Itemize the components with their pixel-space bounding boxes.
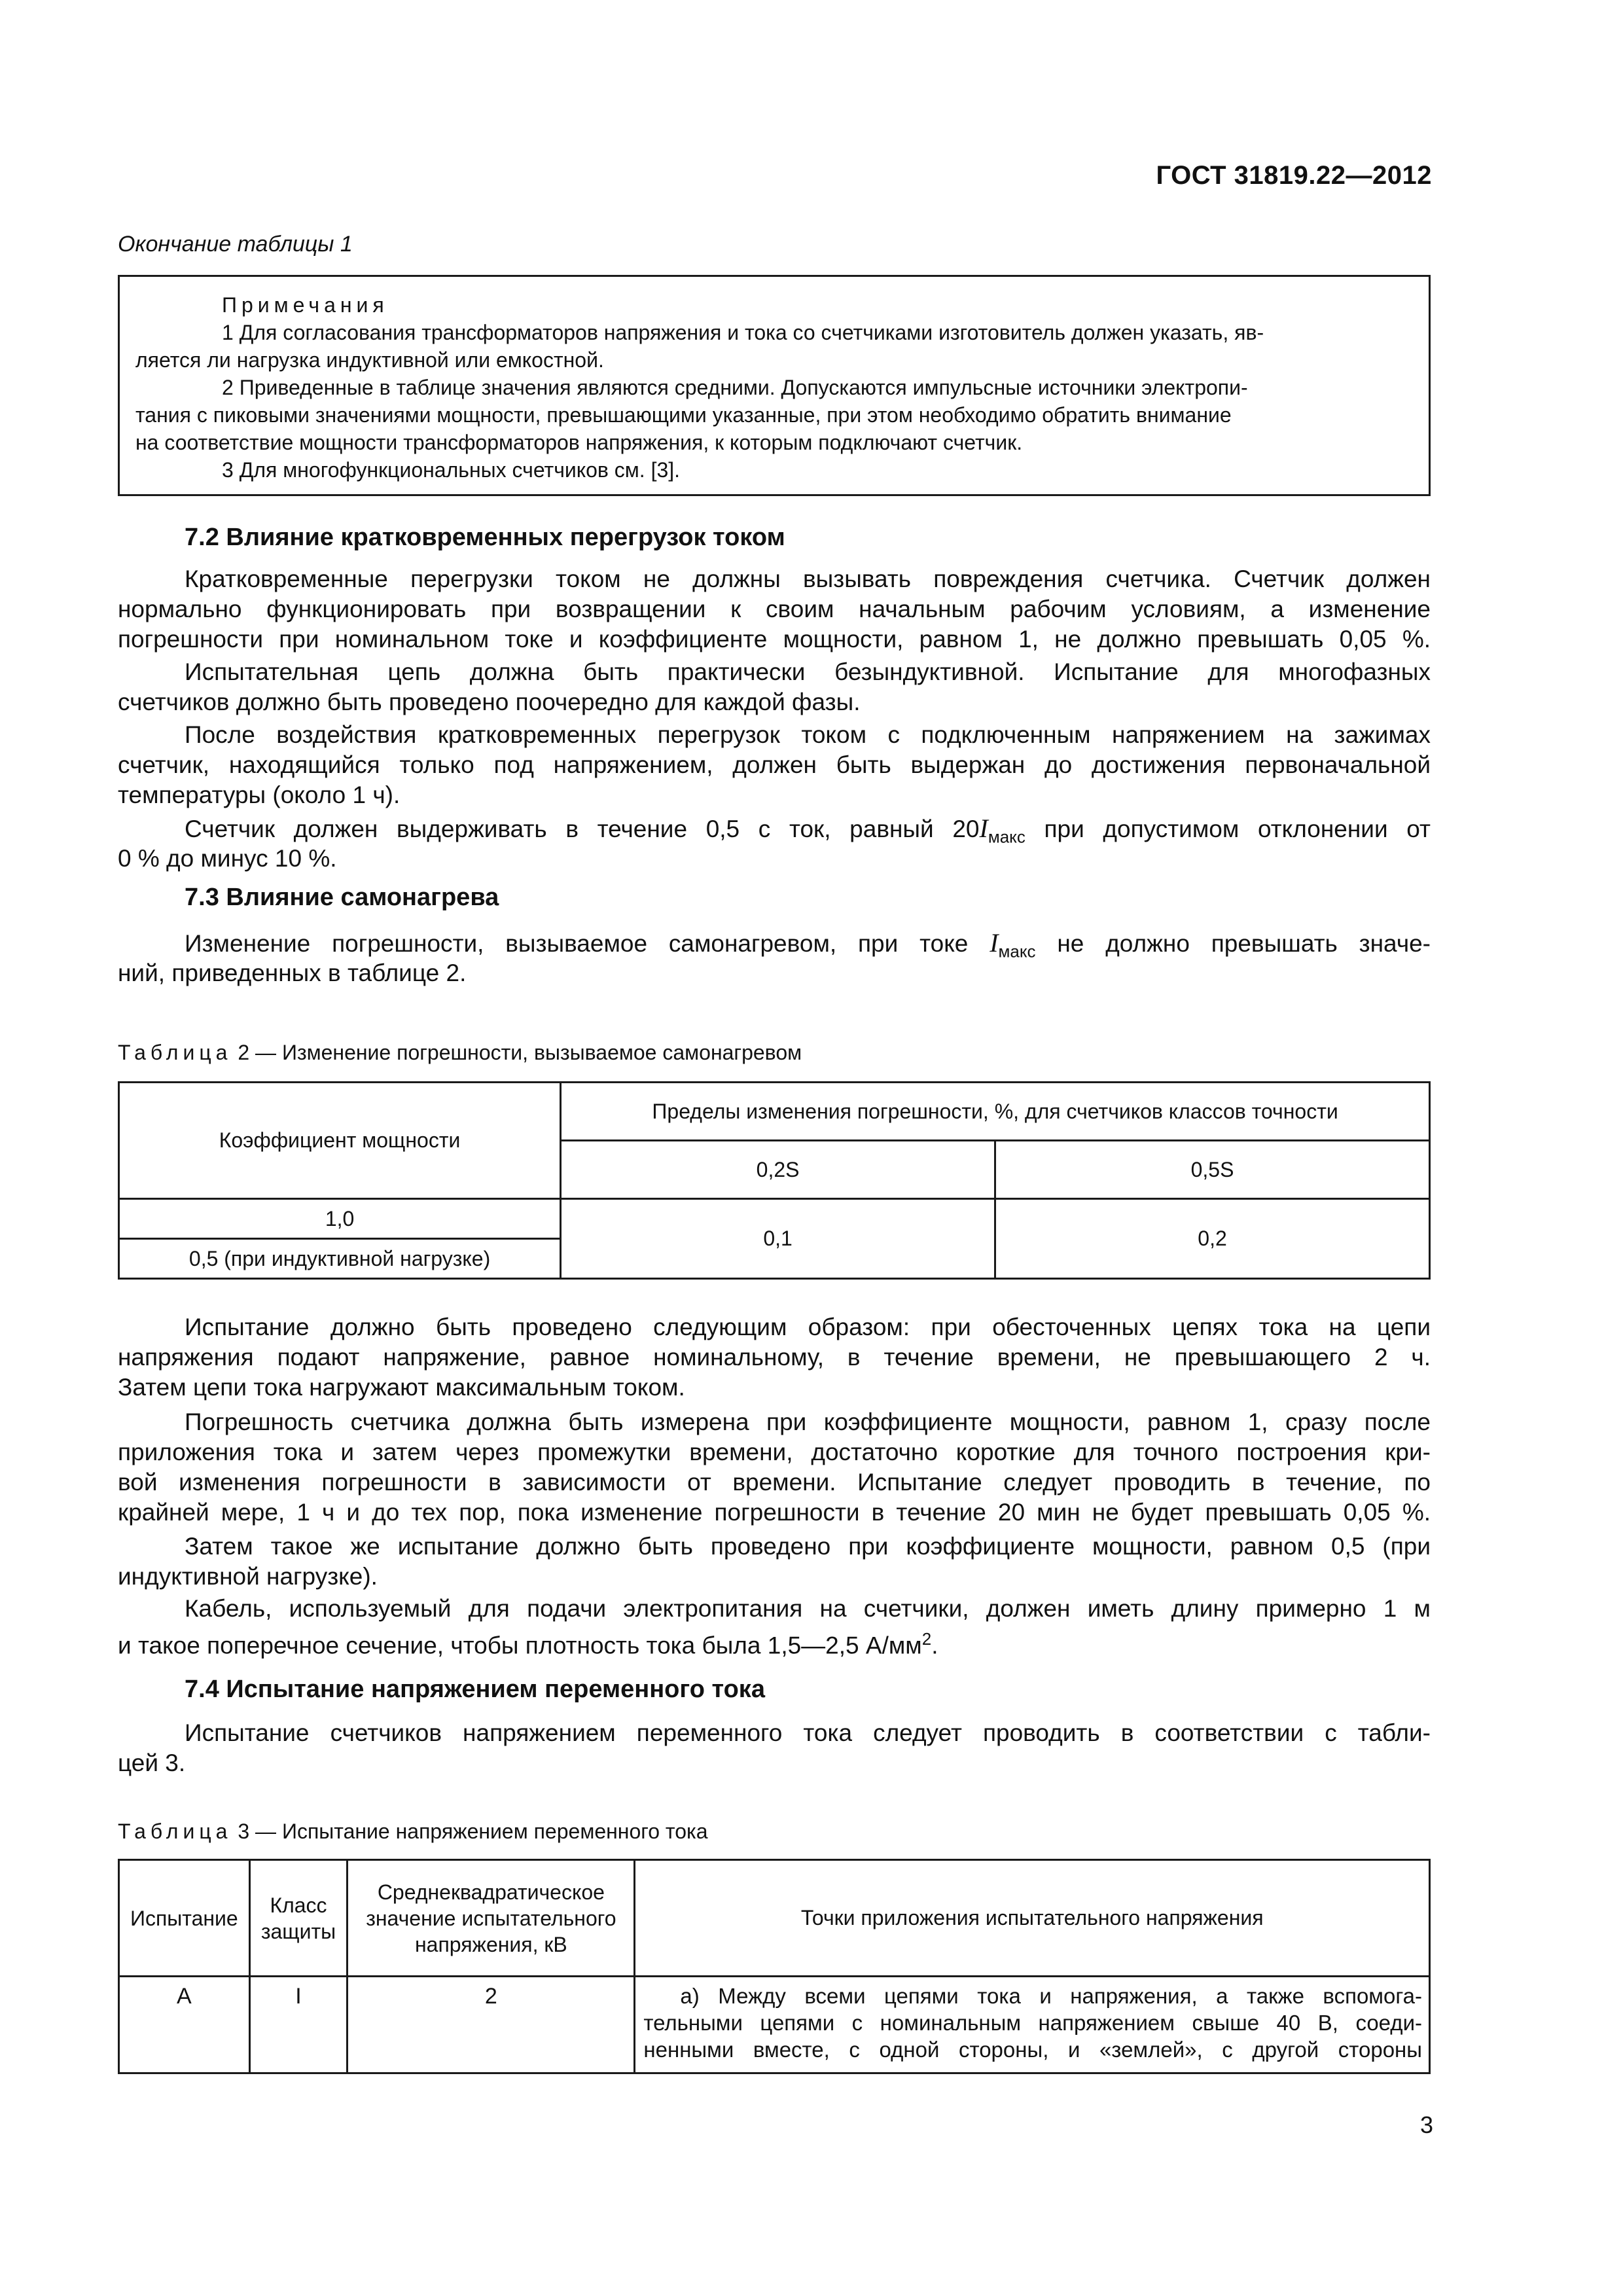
- text-line: [118, 814, 1431, 847]
- note-line: ляется ли нагрузка индуктивной или емкостной.: [135, 348, 604, 372]
- note-line: на соответствие мощности трансформаторов напряжения, к которым подключают счетчик.: [135, 431, 1023, 454]
- table-header-cell: 0,5S: [995, 1141, 1430, 1199]
- cell-line: ненными вместе, с одной стороны, и «землей», с другой стороны: [643, 2037, 1422, 2062]
- superscript: 2: [921, 1629, 932, 1649]
- header-line: Класс: [270, 1893, 327, 1917]
- notes-title: Примечания: [222, 293, 389, 317]
- text-line: крайней мере, 1 ч и до тех пор, пока изменение погрешности в течение 20 мин не будет превышать 0,05 %.: [118, 1499, 1431, 1526]
- text-span: не должно превышать значе-: [1035, 930, 1431, 957]
- section-heading-7-3: 7.3 Влияние самонагрева: [185, 884, 499, 911]
- table-cell: I: [249, 1977, 348, 2073]
- note-line: 2 Приведенные в таблице значения являются средними. Допускаются импульсные источники электропи-: [222, 376, 1248, 399]
- text-line: Затем цепи тока нагружают максимальным током.: [118, 1374, 685, 1401]
- table-header-cell: [348, 1860, 635, 1977]
- table-3-caption: [118, 1820, 708, 1844]
- paragraph: [118, 657, 1431, 717]
- header-line: Среднеквадратическое: [377, 1880, 605, 1904]
- paragraph: [118, 1312, 1431, 1403]
- text-line: Кабель, используемый для подачи электропитания на счетчики, должен иметь длину примерно 1 м: [185, 1595, 1431, 1622]
- caption-text: 2 — Изменение погрешности, вызываемое самонагревом: [232, 1041, 802, 1064]
- text-line: Испытание счетчиков напряжением переменного тока следует проводить в соответствии с табли-: [185, 1719, 1431, 1746]
- table-2: [118, 1081, 1431, 1280]
- text-span: .: [931, 1632, 938, 1659]
- table-3: [118, 1859, 1431, 2074]
- text-span: и такое поперечное сечение, чтобы плотность тока была 1,5—2,5 А/мм: [118, 1632, 922, 1659]
- caption-word: Таблица: [118, 1820, 232, 1843]
- page-number: 3: [1419, 2111, 1433, 2138]
- text-span: Счетчик должен выдерживать в течение 0,5 с ток, равный 20: [185, 816, 980, 842]
- text-line: счетчиков должно быть проведено поочередно для каждой фазы.: [118, 689, 861, 715]
- table-cell: 0,5 (при индуктивной нагрузке): [119, 1239, 561, 1279]
- table-header-cell: [249, 1860, 348, 1977]
- text-span: при допустимом отклонении от: [1025, 816, 1431, 842]
- table-cell: [635, 1977, 1430, 2073]
- text-line: цей 3.: [118, 1749, 186, 1776]
- table-cell: 1,0: [119, 1199, 561, 1239]
- text-line: [118, 928, 1431, 961]
- current-symbol: I: [979, 814, 988, 843]
- note-line: 1 Для согласования трансформаторов напряжения и тока со счетчиками изготовитель должен указать, яв-: [222, 321, 1264, 344]
- cell-line: тельными цепями с номинальным напряжением свыше 40 В, соеди-: [643, 2011, 1422, 2035]
- notes-box: [118, 275, 1431, 496]
- table-header-cell: Испытание: [119, 1860, 250, 1977]
- text-line: вой изменения погрешности в зависимости от времени. Испытание следует проводить в течение, по: [118, 1469, 1431, 1496]
- note-line: тания с пиковыми значениями мощности, превышающими указанные, при этом необходимо обратить внимание: [135, 403, 1232, 427]
- text-line: Затем такое же испытание должно быть проведено при коэффициенте мощности, равном 0,5 (при: [185, 1533, 1431, 1560]
- current-symbol: I: [990, 928, 999, 958]
- text-line: погрешности при номинальном токе и коэффициенте мощности, равном 1, не должно превышать 0,05 %.: [118, 626, 1431, 653]
- text-line: приложения тока и затем через промежутки времени, достаточно короткие для точного построения кри-: [118, 1439, 1431, 1465]
- text-line: [118, 1624, 1431, 1659]
- paragraph: [118, 1718, 1431, 1778]
- table-continuation-label: Окончание таблицы 1: [118, 232, 353, 257]
- text-line: индуктивной нагрузке).: [118, 1563, 378, 1590]
- header-line: защиты: [260, 1919, 336, 1943]
- table-header-cell: Пределы изменения погрешности, %, для счетчиков классов точности: [561, 1083, 1430, 1141]
- text-line: температуры (около 1 ч).: [118, 781, 401, 808]
- table-cell: 0,2: [995, 1199, 1430, 1279]
- paragraph: [118, 564, 1431, 655]
- cell-line: а) Между всеми цепями тока и напряжения, а также вспомога-: [680, 1984, 1422, 2008]
- section-heading-7-2: 7.2 Влияние кратковременных перегрузок током: [185, 524, 785, 551]
- table-cell: 0,1: [561, 1199, 995, 1279]
- header-line: значение испытательного: [366, 1906, 616, 1930]
- caption-text: 3 — Испытание напряжением переменного тока: [232, 1820, 708, 1843]
- header-line: напряжения, кВ: [414, 1932, 567, 1956]
- current-subscript: макс: [998, 941, 1036, 961]
- text-line: 0 % до минус 10 %.: [118, 845, 337, 872]
- paragraph: [118, 928, 1431, 988]
- table-header-cell: Коэффициент мощности: [119, 1083, 561, 1199]
- text-line: После воздействия кратковременных перегрузок током с подключенным напряжением на зажимах: [185, 721, 1431, 748]
- text-line: ний, приведенных в таблице 2.: [118, 960, 467, 986]
- paragraph: [118, 1407, 1431, 1528]
- text-line: Погрешность счетчика должна быть измерена при коэффициенте мощности, равном 1, сразу после: [185, 1408, 1431, 1435]
- current-subscript: макс: [988, 827, 1026, 847]
- caption-word: Таблица: [118, 1041, 232, 1064]
- table-cell: 2: [348, 1977, 635, 2073]
- text-line: нормально функционировать при возвращении к своим начальным рабочим условиям, а изменение: [118, 596, 1431, 622]
- text-span: Изменение погрешности, вызываемое самонагревом, при токе: [185, 930, 990, 957]
- table-2-caption: [118, 1041, 802, 1065]
- text-line: счетчик, находящийся только под напряжением, должен быть выдержан до достижения первоначальной: [118, 751, 1431, 778]
- paragraph: [118, 1594, 1431, 1659]
- table-header-cell: Точки приложения испытательного напряжения: [635, 1860, 1430, 1977]
- note-line: 3 Для многофункциональных счетчиков см. [3].: [222, 458, 681, 482]
- text-line: Кратковременные перегрузки током не должны вызывать повреждения счетчика. Счетчик должен: [185, 565, 1431, 592]
- table-cell: А: [119, 1977, 250, 2073]
- paragraph: [118, 814, 1431, 874]
- text-line: Испытательная цепь должна быть практически безындуктивной. Испытание для многофазных: [185, 658, 1431, 685]
- paragraph: [118, 1532, 1431, 1592]
- paragraph: [118, 720, 1431, 810]
- section-heading-7-4: 7.4 Испытание напряжением переменного тока: [185, 1676, 765, 1703]
- standard-code: ГОСТ 31819.22—2012: [1156, 161, 1432, 190]
- text-line: напряжения подают напряжение, равное номинальному, в течение времени, не превышающего 2 ч.: [118, 1344, 1431, 1371]
- table-header-cell: 0,2S: [561, 1141, 995, 1199]
- text-line: Испытание должно быть проведено следующим образом: при обесточенных цепях тока на цепи: [185, 1314, 1431, 1340]
